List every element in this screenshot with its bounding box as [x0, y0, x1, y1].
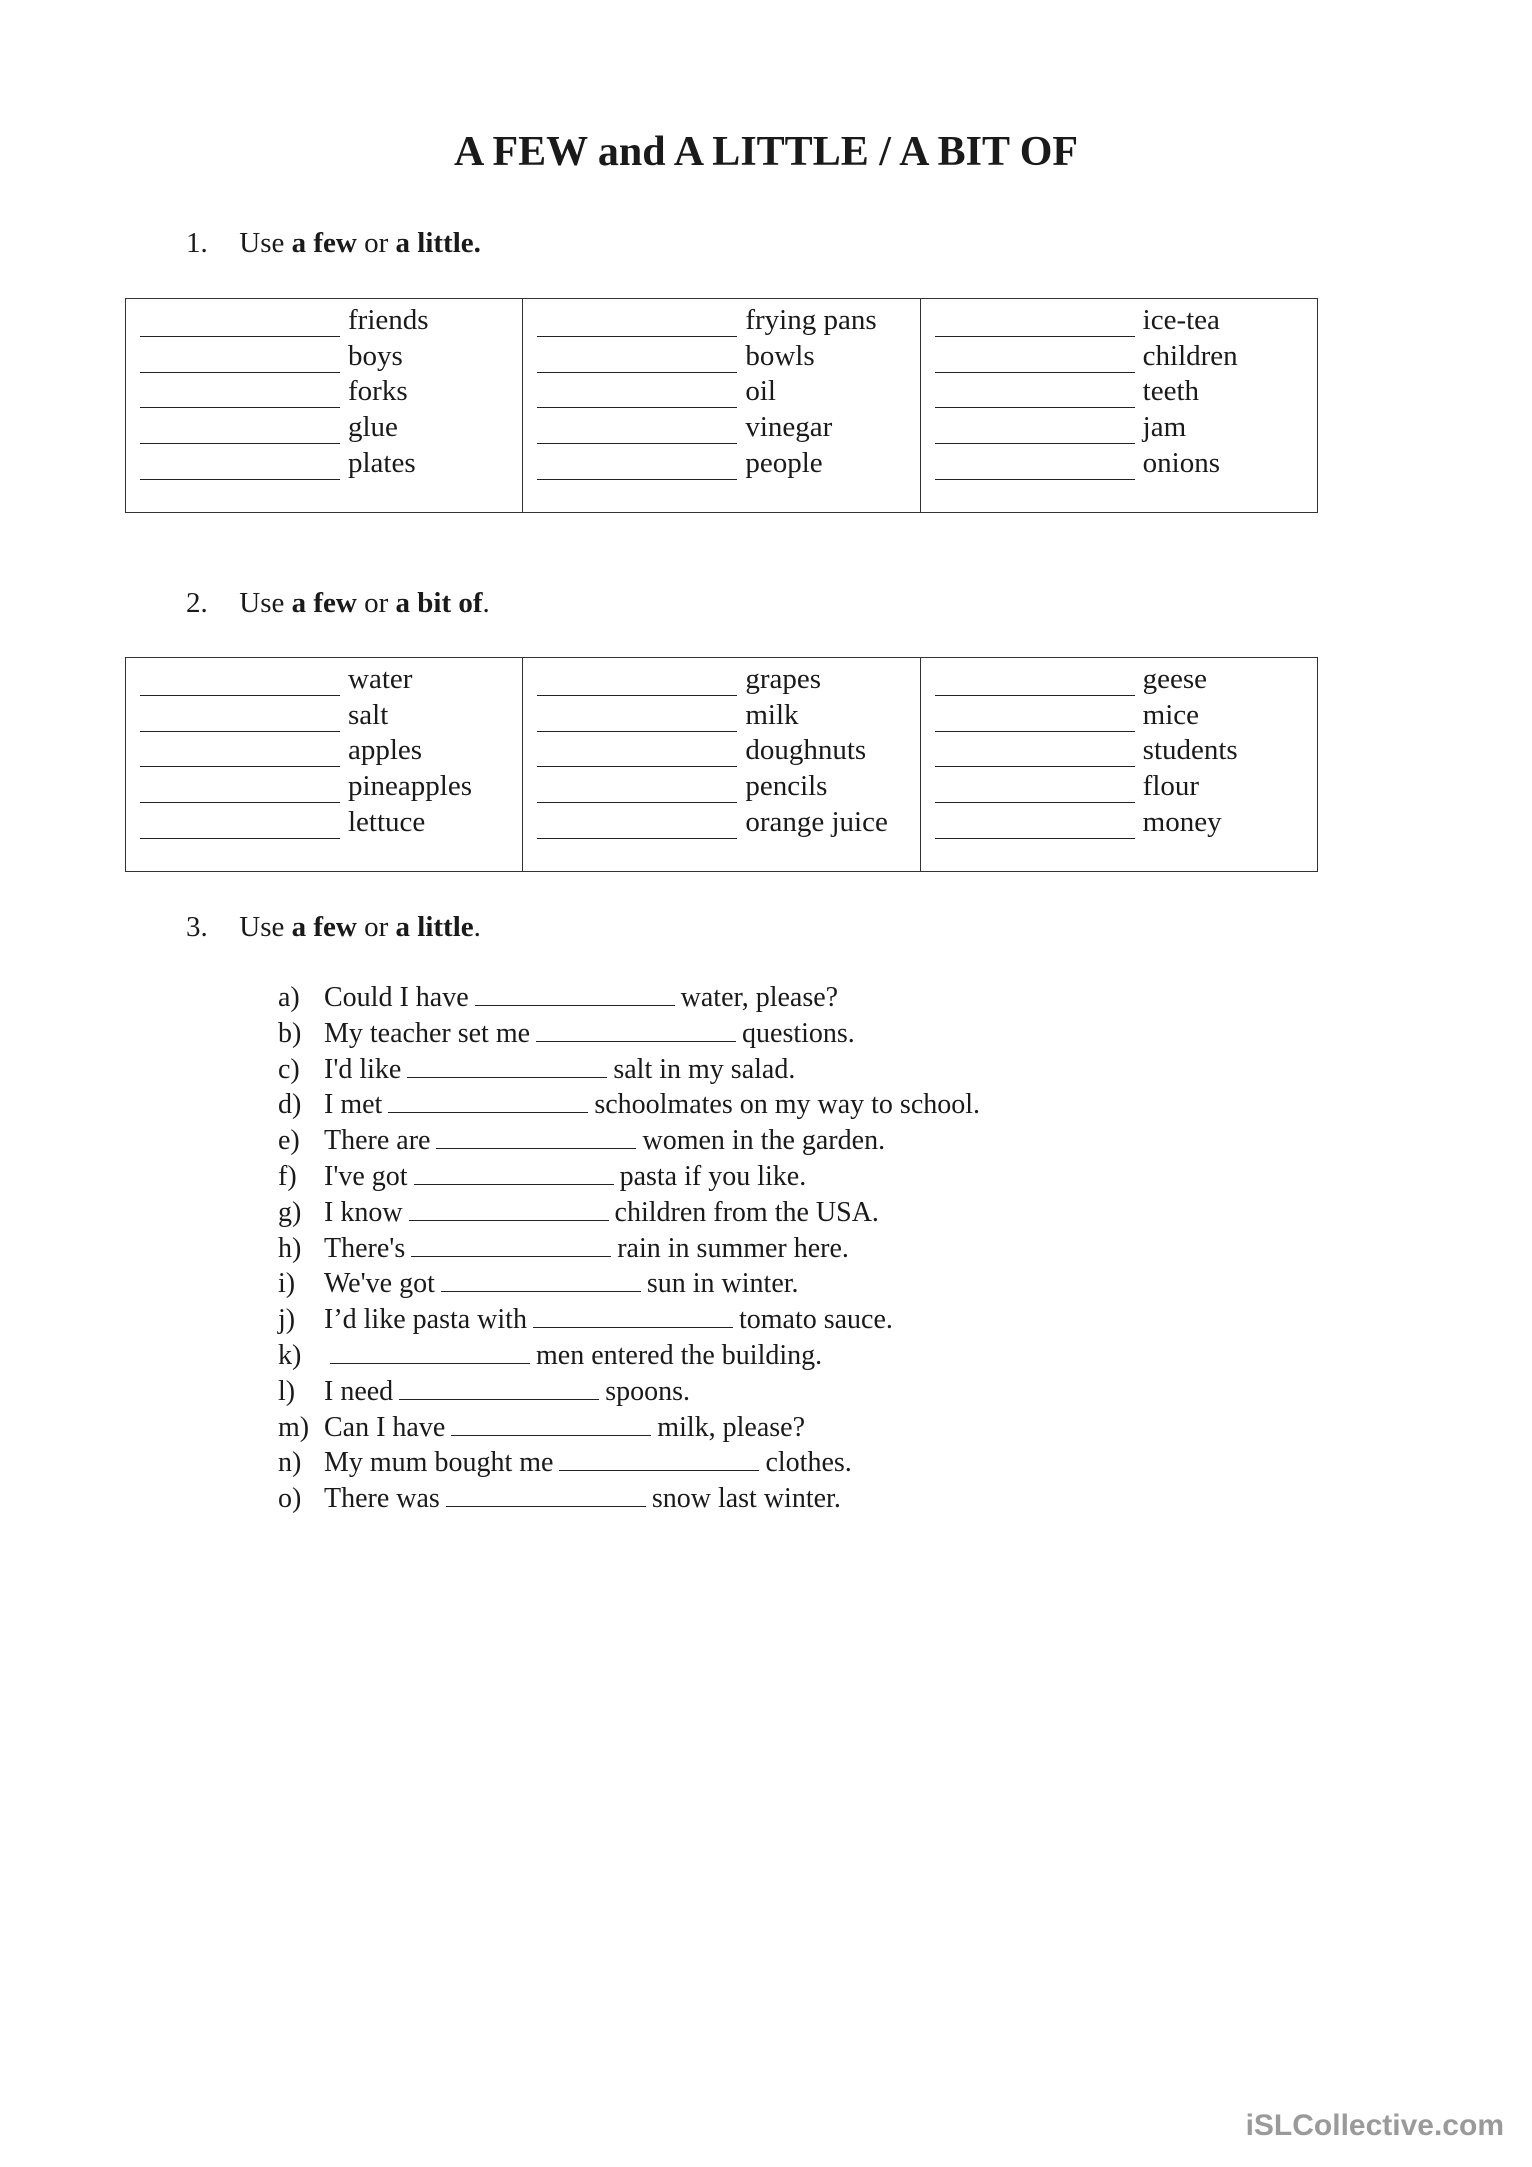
- word-row: [140, 408, 522, 444]
- answer-blank[interactable]: [559, 1446, 759, 1471]
- item-letter: o): [278, 1483, 302, 1515]
- sentence-start: My mum bought me: [324, 1447, 554, 1479]
- answer-blank[interactable]: [537, 740, 737, 767]
- sentence-start: There was: [324, 1483, 440, 1515]
- noun-word: water: [348, 662, 413, 695]
- section-number: 3.: [186, 911, 208, 943]
- sentence-start: Could I have: [324, 982, 469, 1013]
- sentence-end: men entered the building.: [536, 1339, 823, 1371]
- answer-blank[interactable]: [330, 1339, 530, 1364]
- sentence-end: questions.: [742, 1017, 855, 1049]
- sentence-start: My teacher set me: [324, 1017, 531, 1049]
- item-letter: d): [278, 1089, 302, 1121]
- section-3-sentence-list: [278, 980, 980, 1517]
- word-row: [140, 337, 522, 373]
- sentence-start: I’d like pasta with: [324, 1304, 527, 1336]
- noun-word: geese: [1142, 662, 1208, 695]
- answer-blank[interactable]: [414, 1160, 614, 1185]
- answer-blank[interactable]: [140, 705, 340, 732]
- answer-blank[interactable]: [407, 1053, 607, 1078]
- word-row: [537, 732, 919, 768]
- answer-blank[interactable]: [537, 310, 737, 337]
- noun-word: pineapples: [348, 770, 473, 803]
- answer-blank[interactable]: [537, 812, 737, 839]
- sentence-end: women in the garden.: [642, 1125, 886, 1157]
- word-row: [935, 337, 1317, 373]
- sentence-item: [278, 1052, 980, 1088]
- word-row: [140, 660, 522, 696]
- answer-blank[interactable]: [399, 1375, 599, 1400]
- item-letter: h): [278, 1232, 302, 1264]
- item-letter: k): [278, 1339, 302, 1371]
- noun-word: teeth: [1142, 375, 1200, 408]
- sentence-start: I know: [324, 1196, 403, 1228]
- word-row: [935, 767, 1317, 803]
- answer-blank[interactable]: [537, 346, 737, 373]
- noun-word: onions: [1142, 446, 1220, 479]
- answer-blank[interactable]: [537, 381, 737, 408]
- word-column: [921, 299, 1317, 512]
- word-row: [935, 301, 1317, 337]
- sentence-item: [278, 1087, 980, 1123]
- word-row: [140, 373, 522, 409]
- word-row: [935, 408, 1317, 444]
- word-row: [537, 767, 919, 803]
- answer-blank[interactable]: [537, 669, 737, 696]
- sentence-end: salt in my salad.: [613, 1053, 796, 1085]
- word-row: [537, 408, 919, 444]
- word-row: [537, 803, 919, 839]
- answer-blank[interactable]: [935, 812, 1135, 839]
- sentence-item: [278, 1338, 980, 1374]
- word-row: [935, 803, 1317, 839]
- answer-blank[interactable]: [140, 417, 340, 444]
- noun-word: vinegar: [745, 411, 833, 444]
- answer-blank[interactable]: [140, 812, 340, 839]
- noun-word: flour: [1142, 770, 1200, 803]
- sentence-start: We've got: [324, 1268, 435, 1300]
- sentence-end: pasta if you like.: [619, 1160, 807, 1192]
- word-row: [537, 337, 919, 373]
- sentence-end: schoolmates on my way to school.: [594, 1089, 981, 1121]
- sentence-item: [278, 1231, 980, 1267]
- answer-blank[interactable]: [140, 740, 340, 767]
- word-column: [126, 299, 523, 512]
- word-row: [140, 301, 522, 337]
- sentence-end: snow last winter.: [651, 1483, 841, 1515]
- noun-word: boys: [348, 339, 403, 372]
- section-1-word-table: [125, 298, 1318, 513]
- answer-blank[interactable]: [935, 776, 1135, 803]
- section-2-word-table: [125, 657, 1318, 872]
- noun-word: doughnuts: [745, 734, 867, 767]
- section-3-instruction: 3. Use a few or a little.: [186, 911, 481, 943]
- noun-word: lettuce: [348, 805, 426, 838]
- word-column: [921, 658, 1317, 871]
- item-letter: e): [278, 1125, 300, 1157]
- sentence-item: [278, 1123, 980, 1159]
- noun-word: children: [1142, 339, 1238, 372]
- word-row: [140, 732, 522, 768]
- answer-blank[interactable]: [533, 1303, 733, 1328]
- item-letter: j): [278, 1304, 296, 1336]
- answer-blank[interactable]: [935, 417, 1135, 444]
- section-1-instruction: 1. Use a few or a little.: [186, 227, 481, 259]
- noun-word: plates: [348, 446, 416, 479]
- word-column: [126, 658, 523, 871]
- answer-blank[interactable]: [388, 1088, 588, 1113]
- sentence-item: [278, 1266, 980, 1302]
- sentence-item: [278, 1159, 980, 1195]
- item-letter: b): [278, 1017, 302, 1049]
- noun-word: pencils: [745, 770, 828, 803]
- answer-blank[interactable]: [446, 1482, 646, 1507]
- sentence-end: rain in summer here.: [617, 1232, 849, 1264]
- item-letter: i): [278, 1268, 296, 1300]
- answer-blank[interactable]: [451, 1411, 651, 1436]
- noun-word: orange juice: [745, 805, 888, 838]
- word-column: [523, 299, 920, 512]
- word-row: [140, 803, 522, 839]
- answer-blank[interactable]: [140, 453, 340, 480]
- word-row: [935, 444, 1317, 480]
- item-letter: m): [278, 1411, 310, 1443]
- answer-blank[interactable]: [935, 705, 1135, 732]
- item-letter: a): [278, 982, 300, 1013]
- answer-blank[interactable]: [409, 1196, 609, 1221]
- answer-blank[interactable]: [140, 346, 340, 373]
- answer-blank[interactable]: [935, 740, 1135, 767]
- answer-blank[interactable]: [935, 669, 1135, 696]
- answer-blank[interactable]: [140, 310, 340, 337]
- noun-word: frying pans: [745, 303, 877, 336]
- word-row: [935, 373, 1317, 409]
- sentence-end: milk, please?: [657, 1411, 806, 1443]
- word-row: [537, 444, 919, 480]
- section-2-instruction: 2. Use a few or a bit of.: [186, 587, 490, 619]
- worksheet-title: A FEW and A LITTLE / A BIT OF: [453, 129, 1079, 175]
- noun-word: friends: [348, 303, 429, 336]
- noun-word: glue: [348, 411, 398, 444]
- noun-word: mice: [1142, 698, 1200, 731]
- word-row: [935, 696, 1317, 732]
- sentence-start: I'd like: [324, 1053, 402, 1085]
- sentence-start: I've got: [324, 1160, 408, 1192]
- noun-word: students: [1142, 734, 1238, 767]
- answer-blank[interactable]: [537, 417, 737, 444]
- noun-word: milk: [745, 698, 799, 731]
- sentence-item: [278, 1481, 980, 1517]
- word-row: [537, 373, 919, 409]
- answer-blank[interactable]: [935, 310, 1135, 337]
- sentence-start: I need: [324, 1375, 394, 1407]
- answer-blank[interactable]: [411, 1232, 611, 1257]
- answer-blank[interactable]: [935, 453, 1135, 480]
- sentence-end: tomato sauce.: [738, 1304, 893, 1336]
- sentence-item: [278, 1374, 980, 1410]
- sentence-item: [278, 980, 980, 1016]
- watermark-logo: iSLCollective.com: [1245, 2109, 1504, 2142]
- answer-blank[interactable]: [935, 346, 1135, 373]
- noun-word: jam: [1142, 411, 1187, 444]
- answer-blank[interactable]: [441, 1267, 641, 1292]
- sentence-end: sun in winter.: [646, 1268, 799, 1300]
- answer-blank[interactable]: [537, 453, 737, 480]
- sentence-item: [278, 1410, 980, 1446]
- sentence-start: There are: [324, 1125, 431, 1157]
- noun-word: grapes: [745, 662, 822, 695]
- answer-blank[interactable]: [475, 981, 675, 1006]
- word-row: [537, 696, 919, 732]
- sentence-start: I met: [324, 1089, 383, 1121]
- noun-word: ice-tea: [1142, 303, 1220, 336]
- item-letter: n): [278, 1447, 302, 1479]
- word-row: [140, 444, 522, 480]
- item-letter: l): [278, 1375, 296, 1407]
- sentence-start: Can I have: [324, 1411, 446, 1443]
- word-column: [523, 658, 920, 871]
- sentence-end: water, please?: [680, 982, 839, 1013]
- sentence-end: spoons.: [605, 1375, 690, 1407]
- sentence-item: [278, 1195, 980, 1231]
- sentence-end: clothes.: [765, 1447, 852, 1479]
- answer-blank[interactable]: [140, 669, 340, 696]
- noun-word: oil: [745, 375, 776, 408]
- answer-blank[interactable]: [537, 776, 737, 803]
- noun-word: apples: [348, 734, 423, 767]
- answer-blank[interactable]: [140, 381, 340, 408]
- section-number: 2.: [186, 587, 208, 619]
- answer-blank[interactable]: [935, 381, 1135, 408]
- word-row: [140, 767, 522, 803]
- answer-blank[interactable]: [140, 776, 340, 803]
- noun-word: people: [745, 446, 823, 479]
- word-row: [935, 660, 1317, 696]
- item-letter: c): [278, 1053, 300, 1085]
- item-letter: g): [278, 1196, 302, 1228]
- sentence-item: [278, 1445, 980, 1481]
- sentence-item: [278, 1016, 980, 1052]
- word-row: [537, 301, 919, 337]
- section-number: 1.: [186, 227, 208, 259]
- noun-word: money: [1142, 805, 1222, 838]
- word-row: [537, 660, 919, 696]
- sentence-end: children from the USA.: [614, 1196, 879, 1228]
- item-letter: f): [278, 1160, 297, 1192]
- word-row: [935, 732, 1317, 768]
- answer-blank[interactable]: [537, 705, 737, 732]
- noun-word: forks: [348, 375, 408, 408]
- word-row: [140, 696, 522, 732]
- sentence-item: [278, 1302, 980, 1338]
- sentence-start: There's: [324, 1232, 406, 1264]
- noun-word: salt: [348, 698, 389, 731]
- answer-blank[interactable]: [436, 1124, 636, 1149]
- noun-word: bowls: [745, 339, 815, 372]
- answer-blank[interactable]: [536, 1017, 736, 1042]
